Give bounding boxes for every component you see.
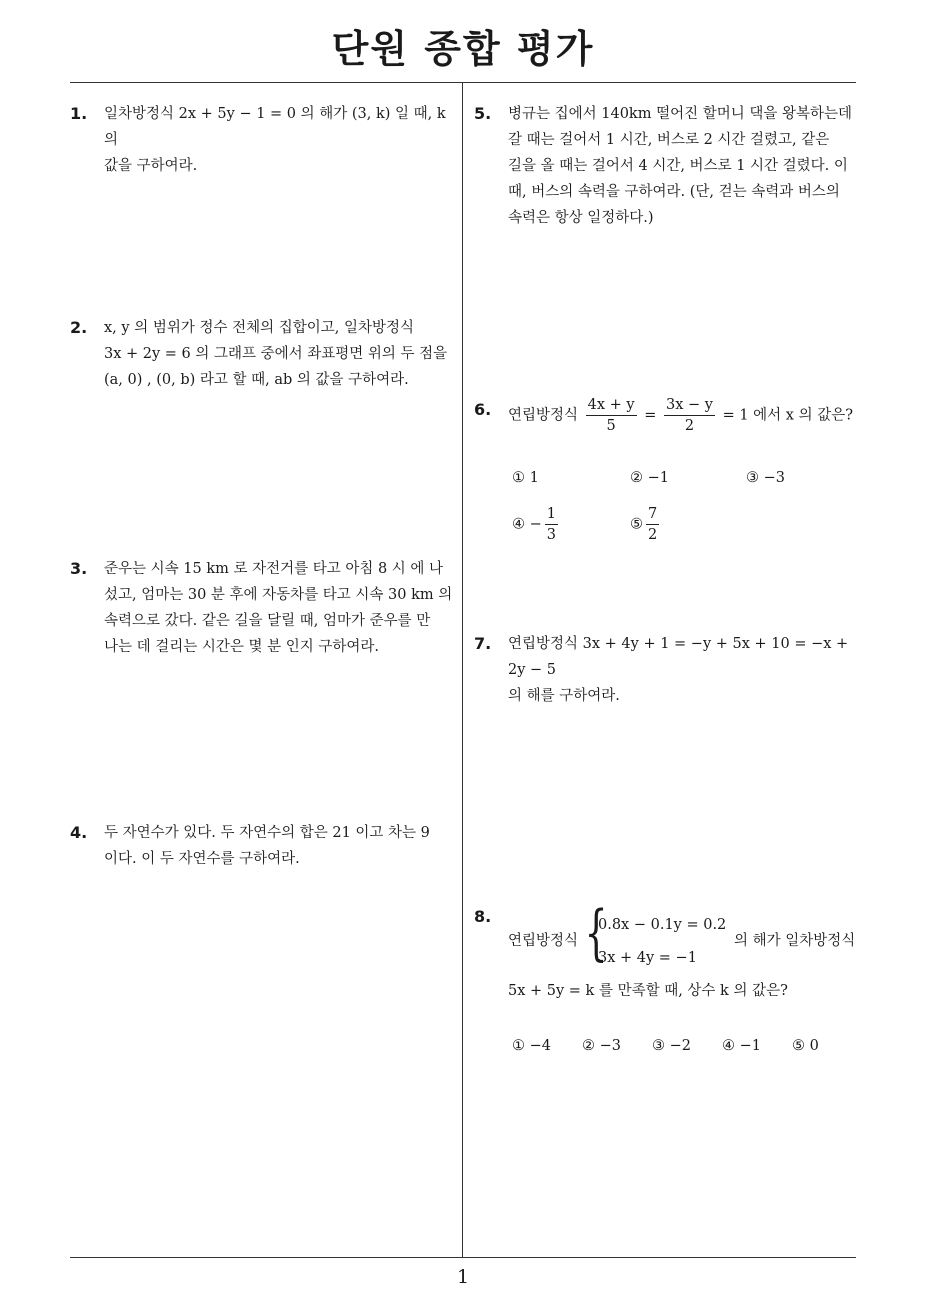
page-number: 1 [456,1266,470,1288]
fraction [586,395,637,436]
choice-1[interactable]: ① 1 [512,470,539,486]
question-text-line: 갈 때는 걸어서 1 시간, 버스로 2 시간 걸렸고, 같은 [508,132,830,148]
question-suffix: = 1 에서 x 의 값은? [722,407,853,424]
choice-4[interactable]: ④ −1 [722,1038,761,1054]
system-equation-2: 3x + 4y = −1 [598,950,697,966]
question-8 [474,898,860,1014]
question-text-line: 의 해를 구하여라. [508,688,620,704]
question-prefix: 연립방정식 [508,407,579,424]
question-prefix: 연립방정식 [508,933,579,949]
system-equation-1: 0.8x − 0.1y = 0.2 [598,917,727,933]
question-text-line: 속력으로 갔다. 같은 길을 달릴 때, 엄마가 준우를 만 [104,613,431,629]
choice-label: ④ − [512,516,542,533]
choice-3[interactable]: ③ −3 [746,470,785,486]
question-text-line: (a, 0) , (0, b) 라고 할 때, ab 의 값을 구하여라. [104,372,409,388]
question-number: 6. [474,400,492,419]
fraction-denominator: 2 [648,527,658,543]
fraction [664,395,715,436]
question-text-line: 연립방정식 3x + 4y + 1 = −y + 5x + 10 = −x + 2y − 5 [508,636,849,678]
question-text-line: 두 자연수가 있다. 두 자연수의 합은 21 이고 차는 9 [104,825,430,841]
question-text-line: 병규는 집에서 140km 떨어진 할머니 댁을 왕복하는데 [508,106,852,122]
question-text-line: 5x + 5y = k 를 만족할 때, 상수 k 의 값은? [508,983,788,999]
page-title: 단원 종합 평가 [331,27,595,71]
bottom-rule [70,1257,856,1258]
fraction [646,504,659,545]
fraction-denominator: 3 [546,527,556,543]
question-number: 5. [474,104,492,123]
question-suffix: 의 해가 일차방정식 [734,933,856,949]
choice-2[interactable]: ② −1 [630,470,669,486]
question-text-line: 값을 구하여라. [104,158,198,174]
system-brace: { [584,898,608,968]
choice-1[interactable]: ① −4 [512,1038,551,1054]
choice-5[interactable]: ⑤ 0 [792,1038,819,1054]
choice-2[interactable]: ② −3 [582,1038,621,1054]
fraction [545,504,558,545]
fraction-numerator: 3x − y [664,395,715,416]
question-text-line: 나는 데 걸리는 시간은 몇 분 인지 구하여라. [104,639,379,655]
question-text-line: 3x + 2y = 6 의 그래프 중에서 좌표평면 위의 두 점을 [104,346,448,362]
question-number: 2. [70,318,88,337]
choice-5[interactable] [630,504,662,545]
choice-4[interactable] [512,504,561,545]
question-text-line: 준우는 시속 15 km 로 자전거를 타고 아침 8 시 에 나 [104,561,444,577]
top-rule [70,82,856,83]
choices-q6 [512,470,852,543]
question-text-line: 때, 버스의 속력을 구하여라. (단, 걷는 속력과 버스의 [508,184,840,200]
choice-3[interactable]: ③ −2 [652,1038,691,1054]
question-number: 1. [70,104,88,123]
choices-q8 [512,1038,852,1062]
question-number: 3. [70,559,88,578]
fraction-numerator: 1 [545,504,558,525]
question-text-line: 섰고, 엄마는 30 분 후에 자동차를 타고 시속 30 km 의 [104,587,453,603]
fraction-numerator: 7 [646,504,659,525]
question-number: 7. [474,634,492,653]
equals-sign: = [644,407,657,424]
question-number: 8. [474,907,492,926]
question-text-line: 이다. 이 두 자연수를 구하여라. [104,851,300,867]
question-text-line: x, y 의 범위가 정수 전체의 집합이고, 일차방정식 [104,320,414,336]
question-text-line: 일차방정식 2x + 5y − 1 = 0 의 해가 (3, k) 일 때, k 의 [104,106,446,148]
choice-label: ⑤ [630,516,643,533]
question-text-line: 속력은 항상 일정하다.) [508,210,654,226]
column-divider [462,82,463,1257]
question-number: 4. [70,823,88,842]
question-text-line: 길을 올 때는 걸어서 4 시간, 버스로 1 시간 걸렸다. 이 [508,158,848,174]
fraction-denominator: 5 [606,418,616,434]
fraction-numerator: 4x + y [586,395,637,416]
fraction-denominator: 2 [684,418,695,434]
